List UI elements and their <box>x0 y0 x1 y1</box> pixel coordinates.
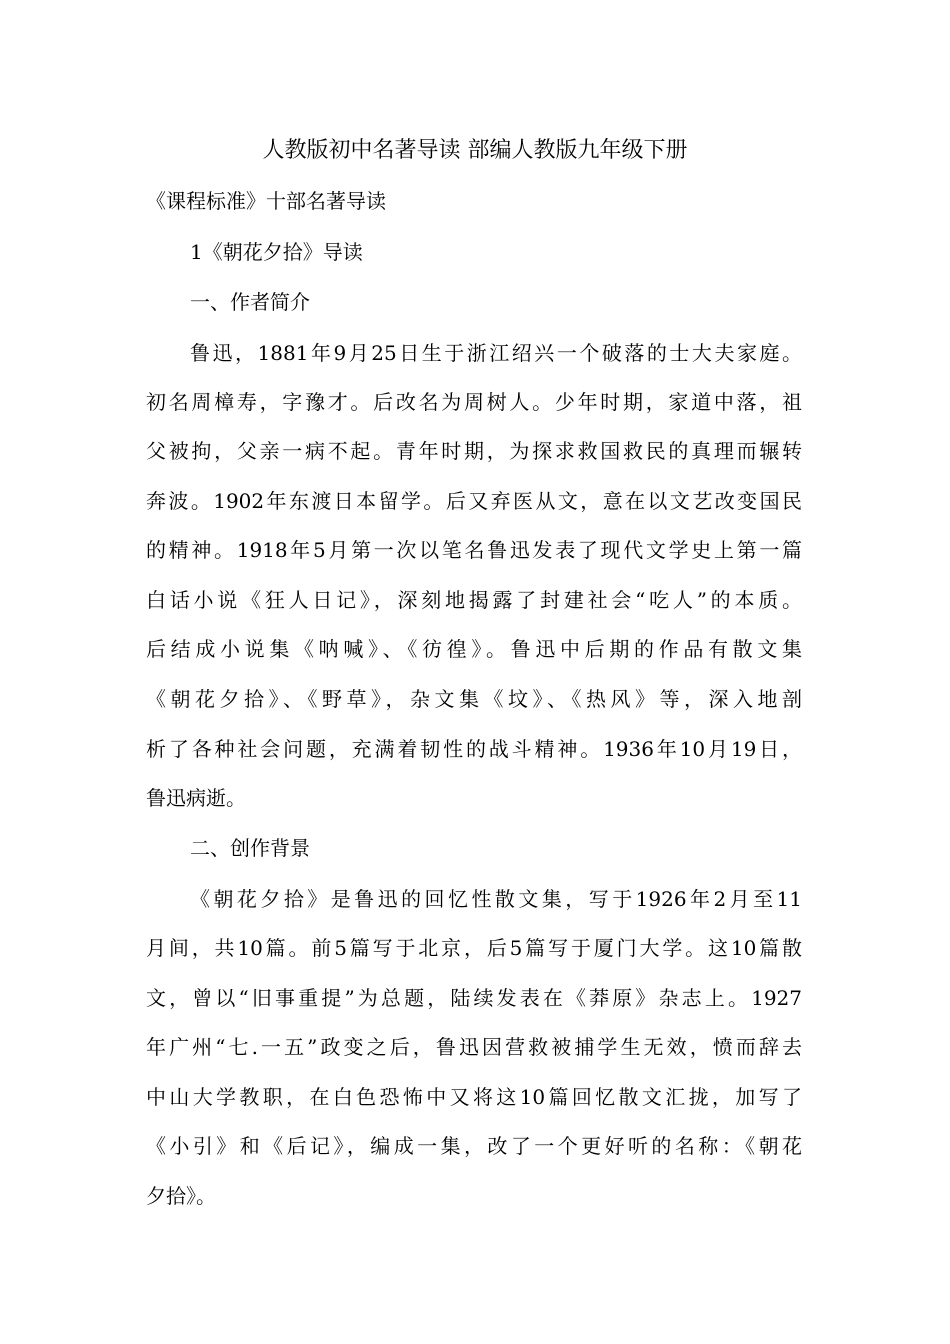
paragraph-line: 文，曾以“旧事重提”为总题，陆续发表在《莽原》杂志上。1927 <box>146 986 802 1010</box>
paragraph-line: 《朝花夕拾》、《野草》，杂文集《坟》、《热风》等，深入地剖 <box>146 687 802 711</box>
subtitle: 《课程标准》十部名著导读 <box>146 189 386 213</box>
document-title: 人教版初中名著导读 部编人教版九年级下册 <box>262 138 688 163</box>
paragraph-line: 奔波。1902年东渡日本留学。后又弃医从文，意在以文艺改变国民 <box>146 489 802 513</box>
paragraph-line: 《小引》和《后记》，编成一集，改了一个更好听的名称：《朝花 <box>146 1134 802 1158</box>
paragraph-line: 《朝花夕拾》是鲁迅的回忆性散文集，写于1926年2月至11 <box>190 887 802 911</box>
paragraph-line: 夕拾》。 <box>146 1184 216 1208</box>
section-heading-author: 一、作者简介 <box>190 290 310 314</box>
book-heading: 1《朝花夕拾》导读 <box>190 240 363 264</box>
paragraph-line: 白话小说《狂人日记》，深刻地揭露了封建社会“吃人”的本质。 <box>146 588 802 612</box>
paragraph-line: 的精神。1918年5月第一次以笔名鲁迅发表了现代文学史上第一篇 <box>146 538 802 562</box>
paragraph-line: 年广州“七.一五”政变之后，鲁迅因营救被捕学生无效，愤而辞去 <box>146 1035 802 1059</box>
paragraph-line: 后结成小说集《呐喊》、《彷徨》。鲁迅中后期的作品有散文集 <box>146 637 802 661</box>
paragraph-line: 鲁迅病逝。 <box>146 786 246 810</box>
paragraph-line: 月间，共10篇。前5篇写于北京，后5篇写于厦门大学。这10篇散 <box>146 936 802 960</box>
paragraph-line: 初名周樟寿，字豫才。后改名为周树人。少年时期，家道中落，祖 <box>146 390 802 414</box>
paragraph-line: 父被拘，父亲一病不起。青年时期，为探求救国救民的真理而辗转 <box>146 439 802 463</box>
paragraph-line: 中山大学教职，在白色恐怖中又将这10篇回忆散文汇拢，加写了 <box>146 1085 802 1109</box>
paragraph-line: 析了各种社会问题，充满着韧性的战斗精神。1936年10月19日， <box>146 737 802 761</box>
section-heading-background: 二、创作背景 <box>190 836 310 860</box>
paragraph-line: 鲁迅，1881年9月25日生于浙江绍兴一个破落的士大夫家庭。 <box>190 341 802 365</box>
